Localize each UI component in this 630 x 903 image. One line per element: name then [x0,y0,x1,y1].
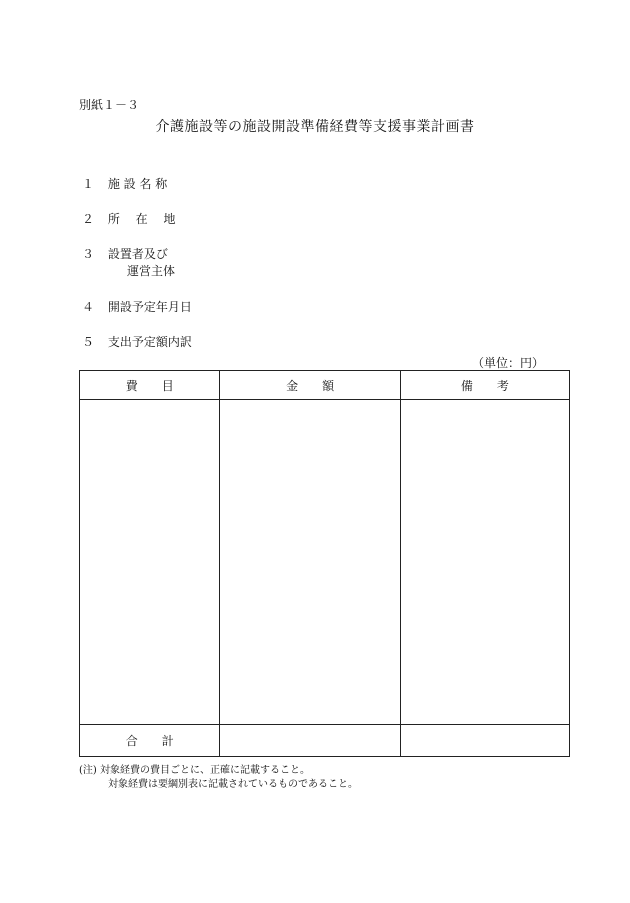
form-id: 別紙１－３ [79,98,140,112]
item-label-line2: 運営主体 [127,264,176,278]
cell-item[interactable] [80,400,220,725]
total-amount[interactable] [220,725,400,757]
item-expense-breakdown [82,333,192,350]
header-remarks: 備 考 [400,371,569,400]
item-opening-date [82,298,192,315]
table-row [80,400,570,725]
document-title: 介護施設等の施設開設準備経費等支援事業計画書 [155,119,475,135]
item-number: ３ [82,247,95,261]
header-amount: 金 額 [220,371,400,400]
item-number: ４ [82,300,95,314]
item-operator-line2 [127,262,175,279]
total-label: 合 計 [80,725,220,757]
cell-amount[interactable] [220,400,400,725]
item-operator [82,245,168,262]
item-label: 開設予定年月日 [107,300,192,314]
total-remarks[interactable] [400,725,569,757]
note-1: (注) 対象経費の費目ごとに、正確に記載すること。 [79,765,310,776]
table-total-row [80,725,570,757]
table-header-row [80,371,570,400]
cell-remarks[interactable] [400,400,569,725]
expense-table [79,370,570,757]
item-label: 所 在 地 [107,212,176,226]
item-number: １ [82,177,95,191]
note-2: 対象経費は要綱別表に記載されているものであること。 [108,779,358,790]
header-item: 費 目 [80,371,220,400]
item-location [82,210,175,227]
item-label: 設置者及び [107,247,168,261]
item-number: ５ [82,335,95,349]
item-label: 施 設 名 称 [107,177,168,191]
item-number: ２ [82,212,95,226]
unit-label: （単位：円） [471,356,544,370]
item-facility-name [82,175,167,192]
item-label: 支出予定額内訳 [107,335,192,349]
